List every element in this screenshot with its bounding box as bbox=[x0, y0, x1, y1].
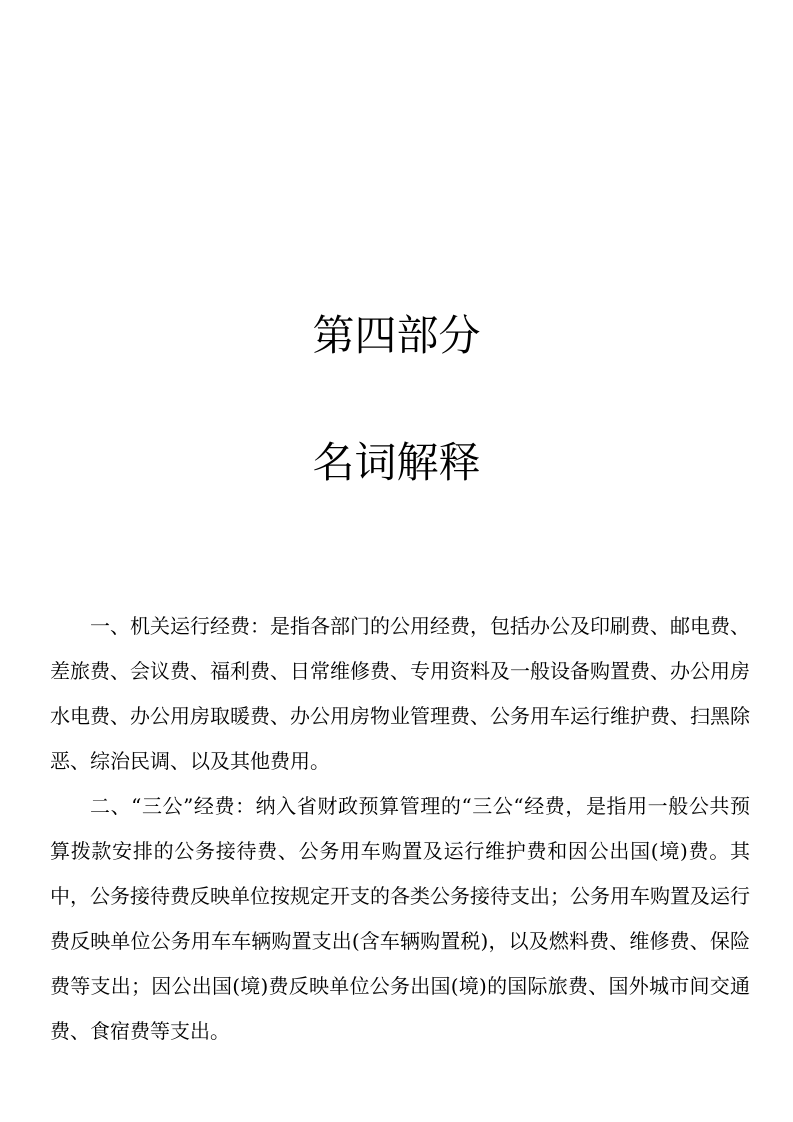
part-heading: 第四部分 bbox=[312, 311, 481, 360]
body-text bbox=[50, 604, 750, 1054]
paragraph-three-public-expenses: 二、“三公”经费：纳入省财政预算管理的“三公“经费，是指用一般公共预算拨款安排的公务接待费、公务用车购置及运行维护费和因公出国(境)费。其中，公务接待费反映单位按规定开支的各类公务接待支出；公务用车购置及运行费反映单位公务用车车辆购置支出(含车辆购置税)，以及燃料费、维修费、保险费等支出；因公出国(境)费反映单位公务出国(境)的国际旅费、国外城市间交通费、食宿费等支出。 bbox=[50, 794, 750, 1043]
section-title: 名词解释 bbox=[312, 438, 481, 487]
paragraph-operating-expenses: 一、机关运行经费：是指各部门的公用经费，包括办公及印刷费、邮电费、差旅费、会议费、福利费、日常维修费、专用资料及一般设备购置费、办公用房水电费、办公用房取暖费、办公用房物业管理费、公务用车运行维护费、扫黑除恶、综治民调、以及其他费用。 bbox=[50, 614, 750, 773]
